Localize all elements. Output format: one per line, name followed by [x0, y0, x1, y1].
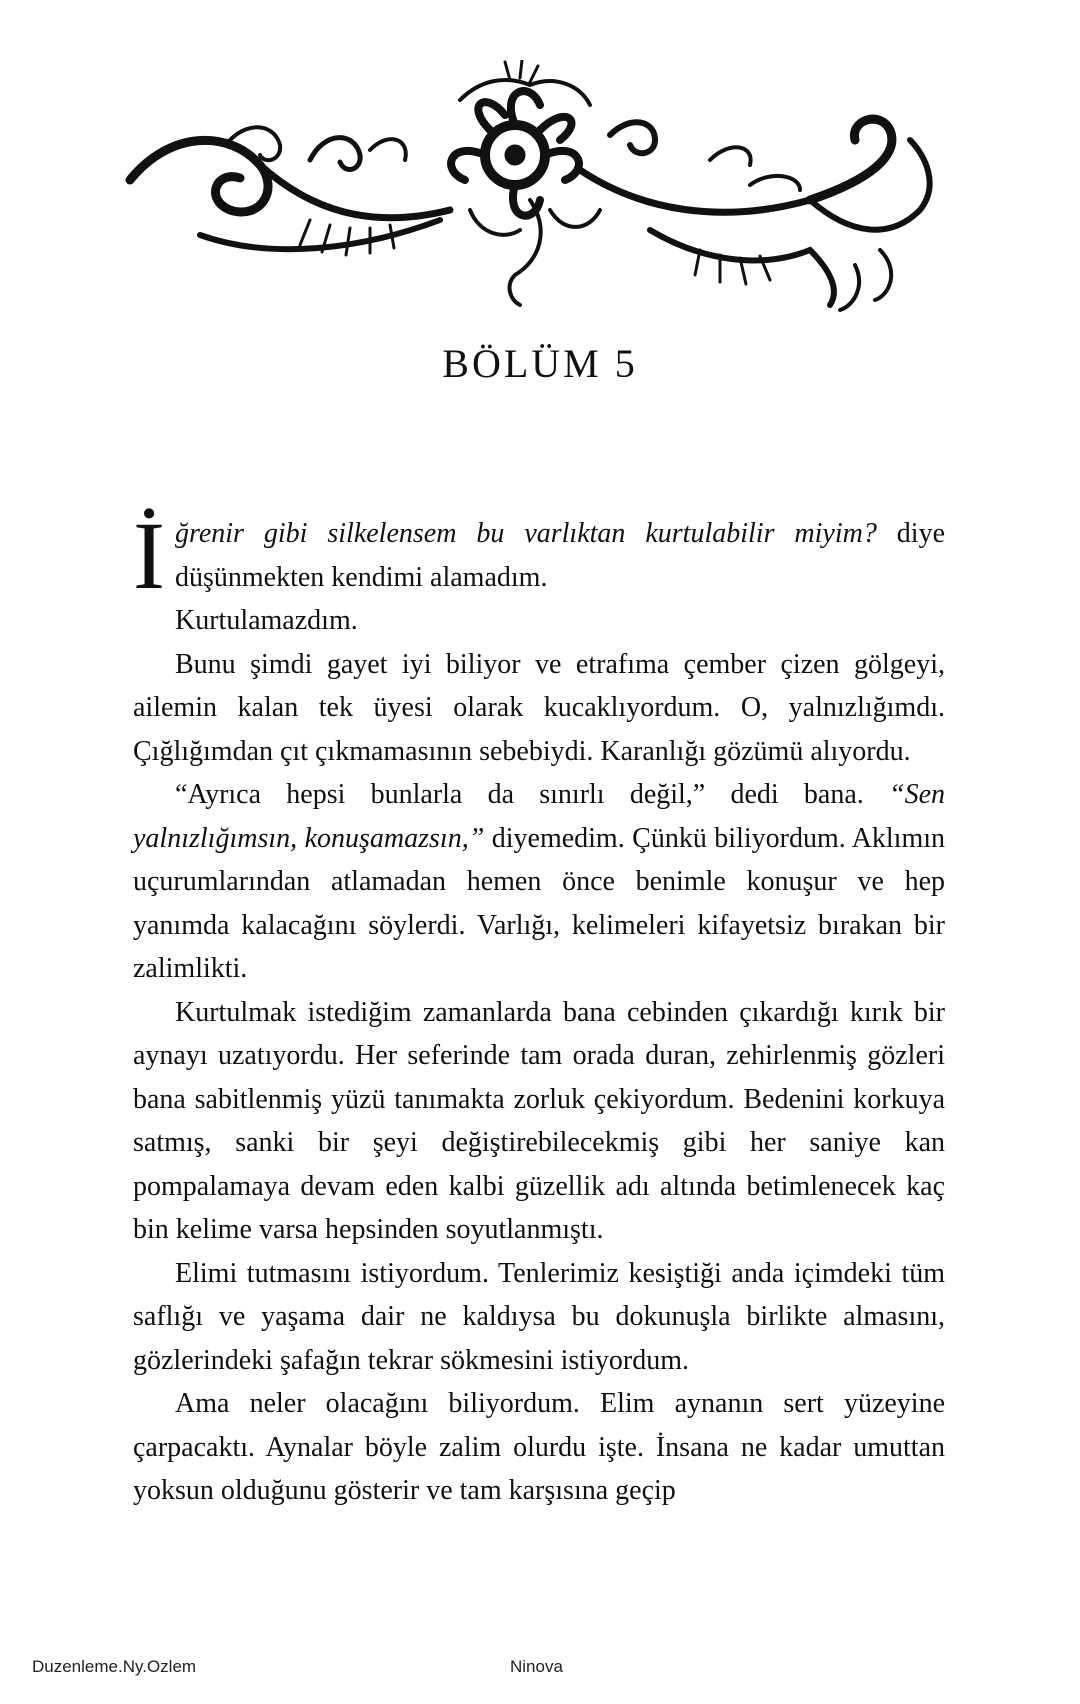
- body-text: [133, 502, 946, 1513]
- paragraph-1-italic: ğrenir gibi silkelensem bu varlıktan kurtulabilir miyim?: [174, 518, 877, 549]
- paragraph-1-rest: diye düşünmekten kendimi alamadım.: [174, 518, 945, 593]
- floral-scroll-ornament-icon: [110, 60, 950, 330]
- footer-publisher: Ninova: [510, 1657, 563, 1676]
- footer-credit: Duzenleme.Ny.Ozlem: [32, 1657, 197, 1676]
- paragraph-7: Ama neler olacağını biliyordum. Elim aynanın sert yüzeyine çarpacaktı. Aynalar böyle zalim olurdu işte. İnsana ne kadar umuttan yoksun olduğunu gösterir ve tam karşısına geçip: [133, 1388, 945, 1506]
- drop-cap: İ: [133, 502, 165, 609]
- paragraph-1: [133, 502, 945, 609]
- paragraph-4-end: diyemedim. Çünkü biliyordum. Aklımın uçurumlarından atlamadan hemen önce benimle konuşur ve hep yanımda kalacağını söylerdi. Varlığı, kelimeleri kifayetsiz bırakan bir zalimlikti.: [133, 822, 946, 984]
- paragraph-2: Kurtulamazdım.: [175, 605, 358, 636]
- paragraph-6: Elimi tutmasını istiyordum. Tenlerimiz kesiştiği anda içimdeki tüm saflığı ve yaşama dair ne kaldıysa bu dokunuşla birlikte almasını, gözlerindeki şafağın tekrar sökmesini istiyordum.: [133, 1257, 945, 1376]
- paragraph-4: [133, 773, 945, 991]
- chapter-title: BÖLÜM 5: [442, 341, 638, 386]
- paragraph-3: Bunu şimdi gayet iyi biliyor ve etrafıma çember çizen gölgeyi, ailemin kalan tek üyesi olarak kucaklıyordum. O, yalnızlığımdı. Çığlığımdan çıt çıkmamasının sebebiydi. Karanlığı gözümü alıyordu.: [133, 648, 945, 767]
- paragraph-4-start: “Ayrıca hepsi bunlarla da sınırlı değil,” dedi bana.: [175, 779, 889, 810]
- paragraph-4-italic: “Sen yalnızlığımsın, konuşamazsın,”: [133, 779, 945, 854]
- paragraph-5: Kurtulmak istediğim zamanlarda bana cebinden çıkardığı kırık bir aynayı uzatıyordu. Her seferinde tam orada duran, zehirlenmiş gözleri bana sabitlenmiş yüzü tanımakta zorluk çekiyordum. Bedenini korkuya satmış, sanki bir şeyi değiştirebilecekmiş gibi her saniye kan pompalamaya devam eden kalbi güzellik adı altında betimlenecek kaç bin kelime varsa hepsinden soyutlanmıştı.: [133, 996, 945, 1245]
